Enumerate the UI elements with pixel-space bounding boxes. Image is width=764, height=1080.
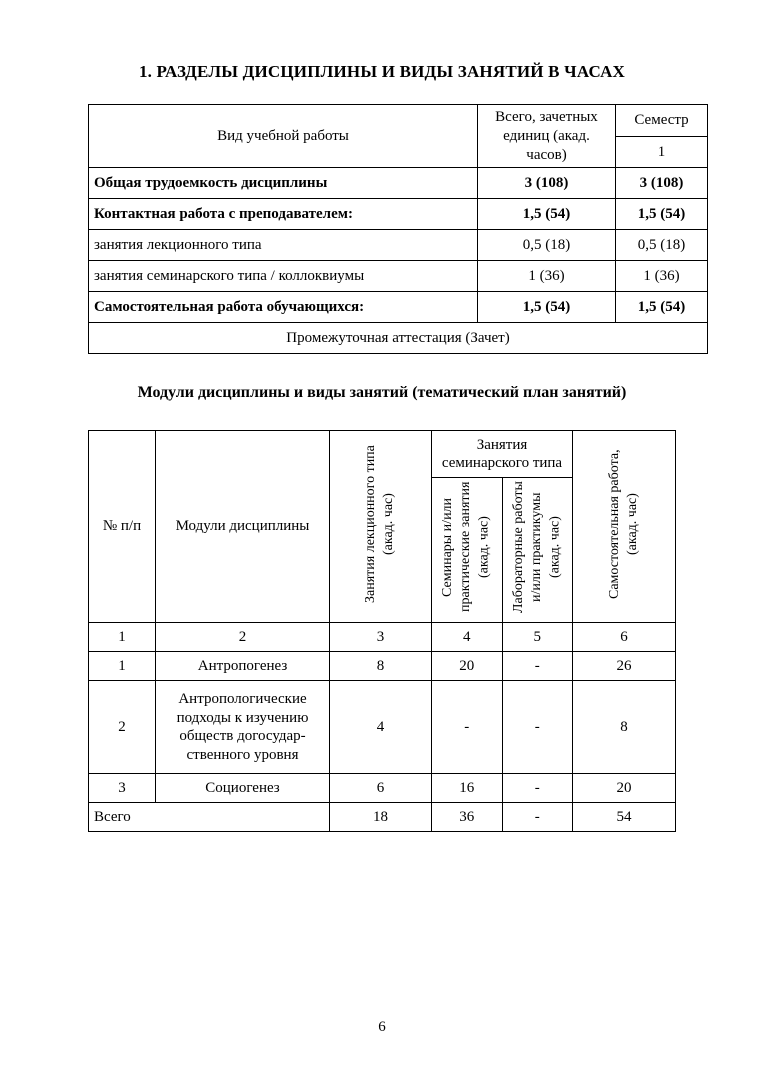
col-number: 6: [573, 623, 676, 652]
table-row: [89, 292, 708, 323]
row-sem: 0,5 (18): [616, 230, 708, 261]
row-total: 1 (36): [478, 261, 616, 292]
row-total: 3 (108): [478, 168, 616, 199]
table-row: [89, 652, 676, 681]
table-row: [89, 261, 708, 292]
module-lectures: 4: [330, 681, 432, 774]
col-number: 2: [156, 623, 330, 652]
col-number: 5: [502, 623, 573, 652]
module-num: 1: [89, 652, 156, 681]
row-sem: 1 (36): [616, 261, 708, 292]
total-labs: -: [502, 803, 573, 832]
row-label: занятия лекционного типа: [89, 230, 478, 261]
table-row: [89, 168, 708, 199]
module-self: 20: [573, 774, 676, 803]
module-labs: -: [502, 681, 573, 774]
module-num: 3: [89, 774, 156, 803]
seminars-vertical-label: Семинары и/или практические занятия (акад. час): [440, 482, 492, 613]
page-title: 1. РАЗДЕЛЫ ДИСЦИПЛИНЫ И ВИДЫ ЗАНЯТИЙ В ЧАСАХ: [138, 62, 626, 81]
table1-header-work-type: Вид учебной работы: [89, 105, 478, 168]
col-number: 1: [89, 623, 156, 652]
workload-table: [88, 104, 708, 354]
module-seminars: 16: [432, 774, 503, 803]
total-self: 54: [573, 803, 676, 832]
table-row: [89, 774, 676, 803]
table-row: [89, 230, 708, 261]
module-lectures: 6: [330, 774, 432, 803]
col-number: 3: [330, 623, 432, 652]
table2-header-number: № п/п: [89, 431, 156, 623]
labs-vertical-label: Лабораторные работы и/или практикумы (акад. час): [510, 481, 563, 614]
module-name: Антропогенез: [156, 652, 330, 681]
lectures-vertical-label: Занятия лекционного типа (акад. час): [363, 444, 397, 603]
module-self: 8: [573, 681, 676, 774]
total-row: [89, 803, 676, 832]
table2-header-self-work: [573, 431, 676, 623]
table1-header-semester-number: 1: [616, 136, 708, 168]
row-sem: 1,5 (54): [616, 292, 708, 323]
module-seminars: -: [432, 681, 503, 774]
table2-header-seminar-group: Занятия семинарского типа: [432, 431, 573, 478]
table-row: [89, 323, 708, 354]
module-name: Антропологические подходы к изучению обществ догосудар-ственного уровня: [156, 681, 330, 774]
table2-header-lectures: [330, 431, 432, 623]
table2-header-labs: [502, 478, 573, 623]
row-sem: 3 (108): [616, 168, 708, 199]
column-numbers-row: [89, 623, 676, 652]
row-sem: 1,5 (54): [616, 199, 708, 230]
total-label: Всего: [89, 803, 330, 832]
self-work-vertical-label: Самостоятельная работа, (акад. час): [606, 449, 640, 599]
row-label: Контактная работа с преподавателем:: [89, 199, 478, 230]
module-lectures: 8: [330, 652, 432, 681]
module-name: Социогенез: [156, 774, 330, 803]
table2-header-seminars: [432, 478, 503, 623]
total-lectures: 18: [330, 803, 432, 832]
module-labs: -: [502, 774, 573, 803]
col-number: 4: [432, 623, 503, 652]
table1-header-semester: Семестр: [616, 105, 708, 137]
module-labs: -: [502, 652, 573, 681]
modules-table: [88, 430, 676, 832]
row-label: Самостоятельная работа обучающихся:: [89, 292, 478, 323]
table-row: [89, 199, 708, 230]
table-row: [89, 681, 676, 774]
total-seminars: 36: [432, 803, 503, 832]
row-total: 1,5 (54): [478, 199, 616, 230]
row-total: 1,5 (54): [478, 292, 616, 323]
row-total: 0,5 (18): [478, 230, 616, 261]
page-number: 6: [378, 1019, 386, 1035]
table1-header-total-units: Всего, зачетных единиц (акад. часов): [478, 105, 616, 168]
module-seminars: 20: [432, 652, 503, 681]
section-subtitle: Модули дисциплины и виды занятий (тематический план занятий): [137, 384, 627, 402]
module-self: 26: [573, 652, 676, 681]
row-label: Общая трудоемкость дисциплины: [89, 168, 478, 199]
row-label: занятия семинарского типа / коллоквиумы: [89, 261, 478, 292]
table2-header-modules: Модули дисциплины: [156, 431, 330, 623]
module-num: 2: [89, 681, 156, 774]
table1-footer-attestation: Промежуточная аттестация (Зачет): [89, 323, 708, 354]
